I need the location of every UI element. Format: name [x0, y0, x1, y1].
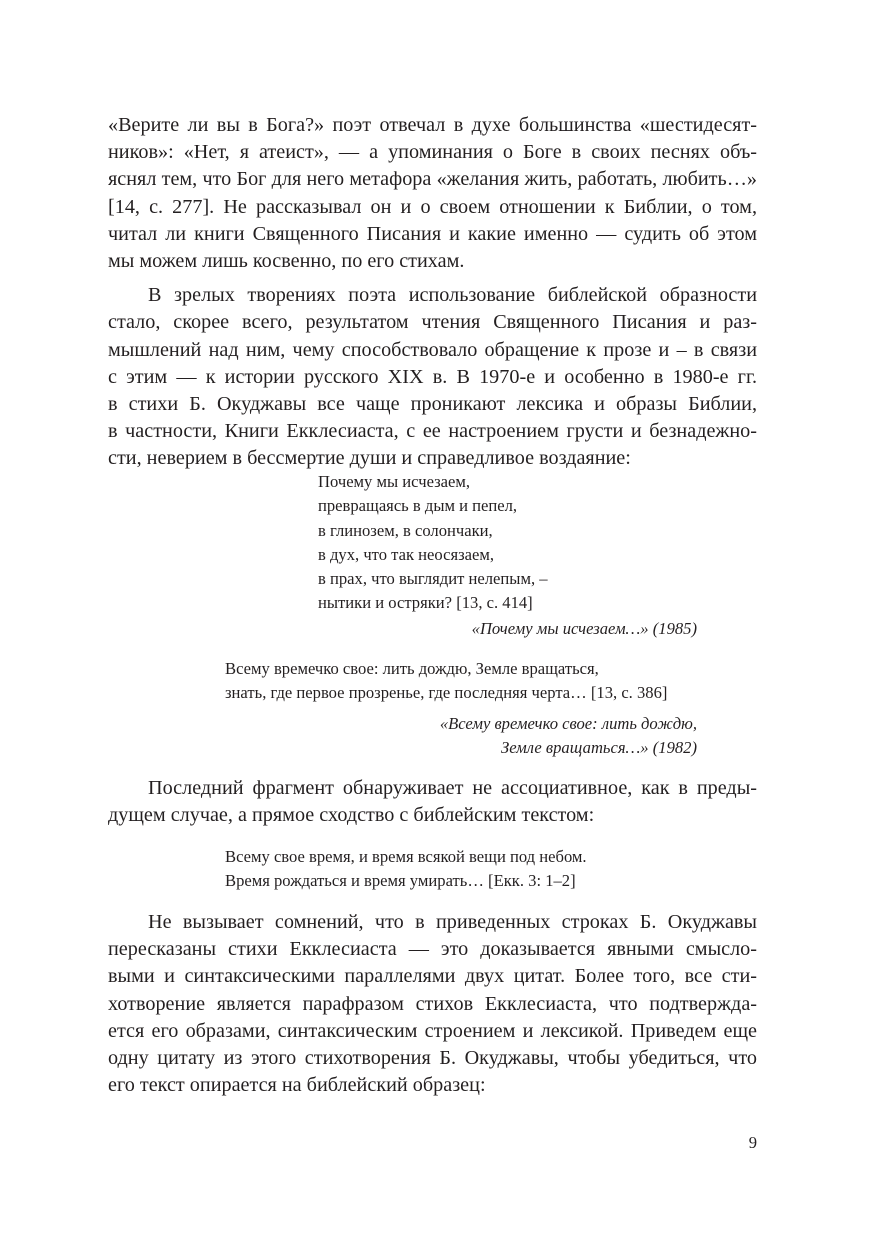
page-body: [108, 112, 757, 472]
paragraph-1: [108, 112, 757, 275]
text-line: Не вызывает сомнений, что в приведенных строках Б. Окуджавы: [148, 911, 757, 933]
scripture-quote: [225, 845, 587, 894]
quote-1-attribution: «Почему мы исчезаем…» (1985): [471, 619, 697, 638]
text-line: пересказаны стихи Екклесиаста — это доказывается явными смысло-: [108, 938, 757, 961]
text-line: в частности, Книги Екклесиаста, с ее настроением грусти и безнадежно-: [108, 420, 757, 443]
verse-line: в прах, что выглядит нелепым, –: [318, 569, 548, 589]
text-line: сти, неверием в бессмертие души и справедливое воздаяние:: [108, 447, 631, 470]
text-line: Последний фрагмент обнаруживает не ассоциативное, как в преды-: [148, 777, 757, 799]
verse-line: Время рождаться и время умирать… [Екк. 3: 1–2]: [225, 871, 576, 891]
text-line: выми и синтаксическими параллелями двух цитат. Более того, все сти-: [108, 965, 757, 988]
text-line: дущем случае, а прямое сходство с библейским текстом:: [108, 804, 595, 827]
text-line: мы можем лишь косвенно, по его стихам.: [108, 249, 465, 272]
text-line: его текст опирается на библейский образец:: [108, 1074, 486, 1097]
verse-line: в дух, что так неосязаем,: [318, 544, 495, 564]
text-line: в стихи Б. Окуджавы все чаще проникают лексика и образы Библии,: [108, 392, 757, 415]
text-line: хотворение является парафразом стихов Екклесиаста, что подтвержда-: [108, 992, 757, 1015]
paragraph-3: [108, 775, 757, 829]
verse-line: Всему свое время, и время всякой вещи под небом.: [225, 847, 587, 866]
text-line: ников»: «Нет, я атеист», — а упоминания о Боге в своих песнях объ-: [108, 141, 757, 164]
attribution-line: Земле вращаться…» (1982): [500, 738, 697, 758]
text-line: В зрелых творениях поэта использование библейской образности: [148, 284, 757, 307]
page-number: 9: [748, 1133, 757, 1152]
poem-quote-1: [318, 470, 548, 616]
text-line: стало, скорее всего, результатом чтения Священного Писания и раз-: [108, 311, 757, 334]
quote-2-attribution: [440, 712, 697, 761]
text-line: читал ли книги Священного Писания и какие именно — судить об этом: [108, 222, 757, 245]
text-line: [14, с. 277]. Не рассказывал он и о своем отношении к Библии, о том,: [108, 195, 757, 218]
verse-line: превращаясь в дым и пепел,: [318, 496, 518, 516]
verse-line: нытики и остряки? [13, с. 414]: [318, 593, 533, 613]
text-line: «Верите ли вы в Бога?» поэт отвечал в духе большинства «шестидесят-: [108, 114, 757, 136]
text-line: мышлений над ним, чему способствовало обращение к прозе и – в связи: [108, 338, 757, 361]
text-line: одну цитату из этого стихотворения Б. Окуджавы, чтобы убедиться, что: [108, 1046, 757, 1069]
poem-quote-2: [225, 657, 667, 706]
text-line: с этим — к истории русского XIX в. В 1970-е и особенно в 1980-е гг.: [108, 365, 757, 388]
text-line: яснял тем, что Бог для него метафора «желания жить, работать, любить…»: [108, 168, 757, 191]
verse-line: в глинозем, в солончаки,: [318, 520, 493, 540]
text-line: ется его образами, синтаксическим строением и лексикой. Приведем еще: [108, 1019, 757, 1042]
verse-line: знать, где первое прозренье, где последняя черта… [13, с. 386]: [225, 683, 668, 703]
verse-line: Почему мы исчезаем,: [318, 472, 471, 491]
verse-line: Всему времечко свое: лить дождю, Земле вращаться,: [225, 659, 599, 678]
paragraph-2: [108, 282, 757, 472]
paragraph-4: [108, 909, 757, 1099]
attribution-line: «Всему времечко свое: лить дождю,: [439, 714, 697, 733]
